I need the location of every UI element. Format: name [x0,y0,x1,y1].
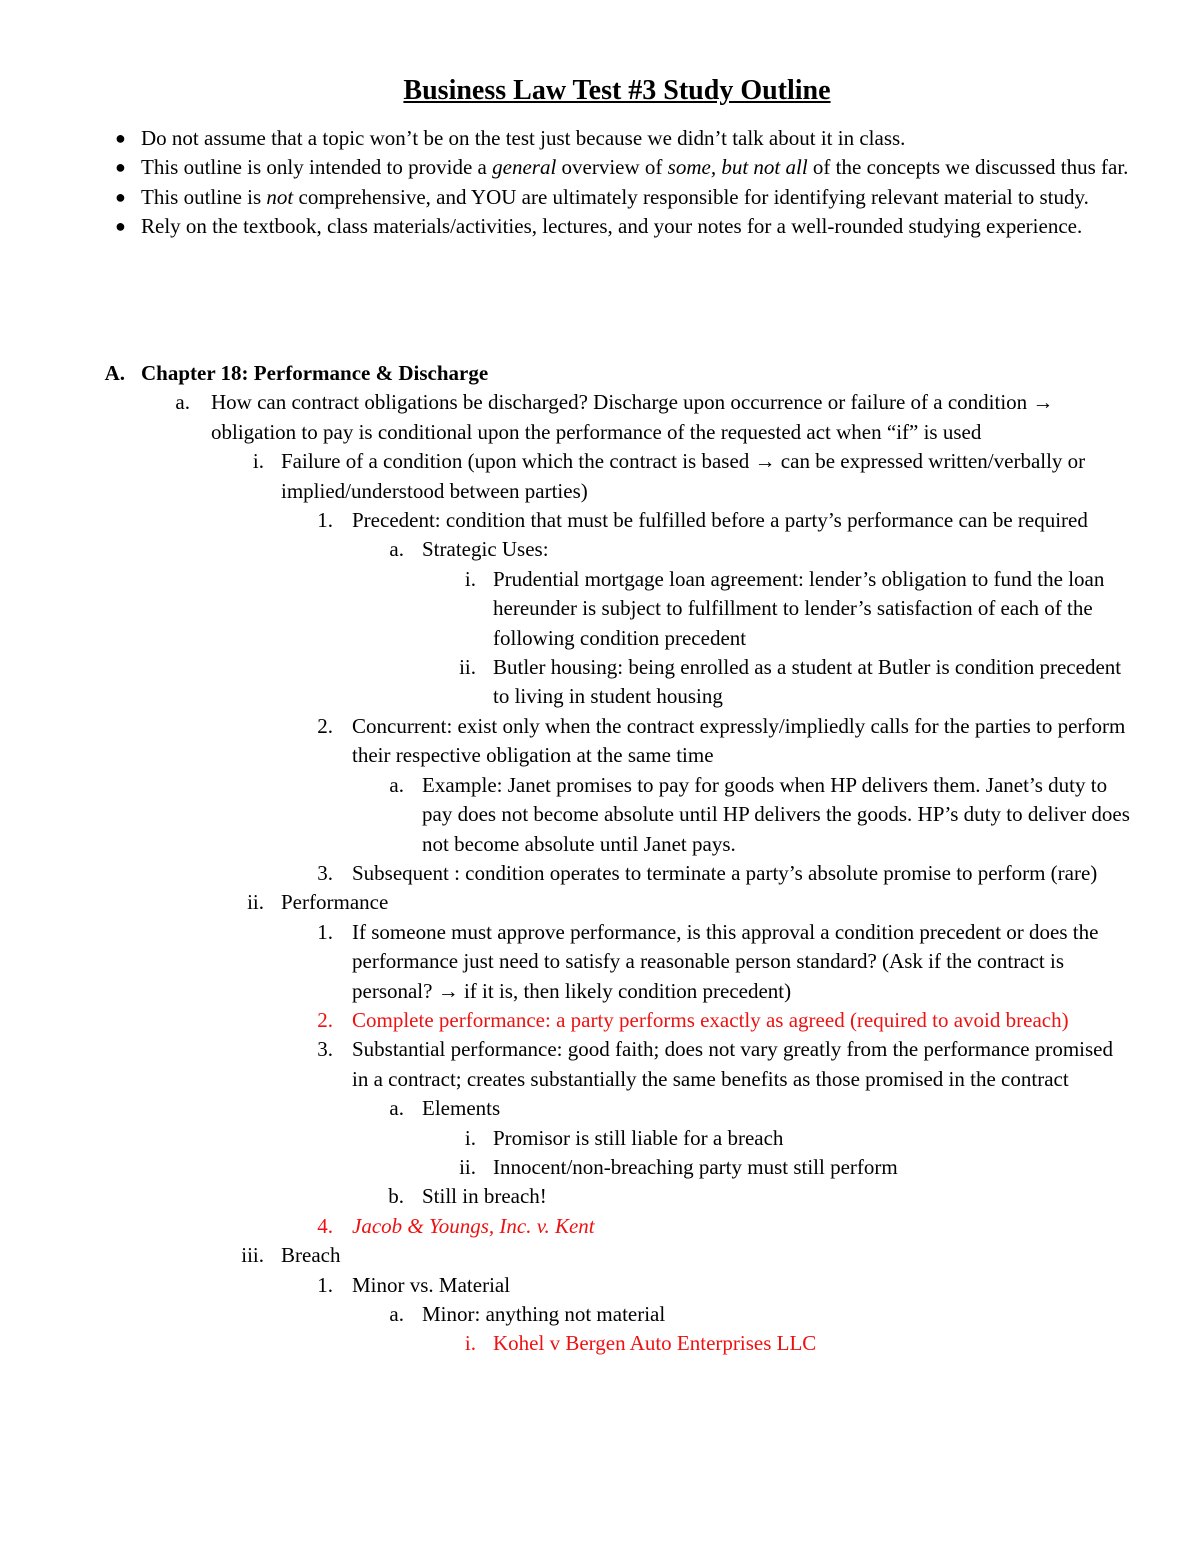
outline-text: Substantial performance: good faith; does not vary greatly from the performance promised in a contract; creates substantially the same benefits as those promised in the contract [352,1037,1114,1091]
outline-label: ii. [247,890,264,915]
outline-text: Butler housing: being enrolled as a student at Butler is condition precedent to living in student housing [493,655,1122,709]
outline-text: Innocent/non-breaching party must still perform [493,1154,898,1179]
outline-text: Example: Janet promises to pay for goods when HP delivers them. Janet’s duty to pay does not become absolute until HP delivers the goods. HP’s duty to deliver does not become absolute until Janet pays. [422,772,1130,856]
right-arrow-icon: → [1032,390,1054,415]
outline-section-chapter-18 [0,359,1200,388]
emphasis-text: general [492,155,557,180]
outline-item-prudential [0,565,1200,653]
outline-item-concurrent [0,712,1200,771]
outline-item-a [0,388,1200,447]
case-name: Jacob & Youngs, Inc. v. Kent [352,1213,595,1238]
outline-label: 2. [317,713,333,738]
outline-text: Concurrent: exist only when the contract expressly/impliedly calls for the parties to perform their respective obligation at the same time [352,713,1126,768]
outline-label: 3. [317,1037,333,1062]
intro-bullet-1 [0,124,1200,153]
outline-text: Breach [281,1243,341,1268]
outline-text: Precedent: condition that must be fulfilled before a party’s performance can be required [352,508,1088,533]
case-name: Kohel v Bergen Auto Enterprises LLC [493,1331,817,1356]
outline-label: 4. [317,1213,333,1238]
outline-item-butler-housing [0,653,1200,712]
outline-label: 1. [317,1272,333,1297]
intro-bullet-list [0,124,1200,242]
outline-item-promisor-liable [0,1124,1200,1153]
outline-label: i. [464,1331,476,1356]
outline-text: How can contract obligations be discharged? Discharge upon occurrence or failure of a condition → obligation to pay is conditional upon the performance of the requested act when “if” is used [211,390,1054,444]
outline-label: a. [175,390,190,415]
right-arrow-icon: → [754,449,776,474]
outline-text: Failure of a condition (upon which the contract is based → can be expressed written/verbally or implied/understood between parties) [281,449,1086,503]
outline-text: Promisor is still liable for a breach [493,1125,784,1150]
bullet-dot-icon: ● [115,186,126,207]
outline-label: a. [389,537,404,562]
outline-item-innocent-party [0,1153,1200,1182]
outline-text: Performance [281,890,389,915]
section-heading: Chapter 18: Performance & Discharge [141,361,489,385]
outline-label: 2. [317,1007,333,1032]
outline-item-breach [0,1241,1200,1270]
outline-item-case-kohel [0,1329,1200,1358]
outline-item-a-i [0,447,1200,506]
outline-item-performance [0,888,1200,917]
outline-text: Complete performance: a party performs exactly as agreed (required to avoid breach) [352,1007,1069,1032]
outline-item-approval [0,918,1200,1006]
outline-text: Strategic Uses: [422,537,549,562]
outline-label: ii. [459,655,476,680]
outline-text: Minor: anything not material [422,1302,666,1326]
right-arrow-icon: → [437,978,459,1003]
bullet-text: This outline is not comprehensive, and YOU are ultimately responsible for identifying relevant material to study. [141,184,1089,209]
bullet-text: Do not assume that a topic won’t be on the test just because we didn’t talk about it in class. [141,126,906,150]
outline-label: a. [389,1302,404,1326]
outline-item-subsequent [0,859,1200,888]
outline-label: i. [252,449,264,474]
outline-text: Prudential mortgage loan agreement: lender’s obligation to fund the loan hereunder is subject to fulfillment to lender’s satisfaction of each of the following condition precedent [493,566,1105,650]
emphasis-text: not [266,184,294,209]
outline-label: ii. [459,1154,476,1179]
document-title: Business Law Test #3 Study Outline [403,75,831,106]
outline-item-precedent [0,506,1200,535]
outline-label: a. [389,772,404,797]
outline-item-strategic-uses [0,535,1200,564]
bullet-text: This outline is only intended to provide a general overview of some, but not all of the concepts we discussed thus far. [141,155,1129,180]
emphasis-text: some, but not all [667,155,808,180]
outline-item-complete-performance [0,1006,1200,1035]
outline-label: 3. [317,860,333,885]
outline-item-still-in-breach [0,1182,1200,1211]
bullet-dot-icon: ● [115,128,126,148]
outline-label: 1. [317,508,333,533]
outline-item-elements [0,1094,1200,1123]
outline-label: a. [389,1096,404,1121]
outline-label: b. [388,1184,404,1209]
outline-item-substantial-performance [0,1035,1200,1094]
outline-body [0,359,1200,1359]
bullet-text: Rely on the textbook, class materials/activities, lectures, and your notes for a well-rounded studying experience. [141,214,1083,239]
outline-text: Subsequent : condition operates to terminate a party’s absolute promise to perform (rare) [352,860,1098,885]
bullet-dot-icon: ● [115,216,126,237]
outline-text: If someone must approve performance, is this approval a condition precedent or does the performance just need to satisfy a reasonable person standard? (Ask if the contract is personal? → if it is, then likely condition precedent) [352,919,1099,1003]
intro-bullet-3 [0,183,1200,212]
outline-item-minor-vs-material [0,1271,1200,1300]
outline-text: Minor vs. Material [352,1272,511,1297]
intro-bullet-4 [0,212,1200,241]
outline-text: Elements [422,1096,501,1121]
outline-text: Still in breach! [422,1184,547,1209]
outline-item-example [0,771,1200,859]
outline-label: A. [104,361,125,385]
bullet-dot-icon: ● [115,157,126,178]
outline-label: i. [464,1125,476,1150]
outline-item-minor [0,1300,1200,1329]
outline-label: 1. [317,919,333,944]
outline-label: i. [464,566,476,591]
outline-label: iii. [241,1243,264,1268]
intro-bullet-2 [0,153,1200,182]
outline-item-case-jacob-youngs [0,1212,1200,1241]
